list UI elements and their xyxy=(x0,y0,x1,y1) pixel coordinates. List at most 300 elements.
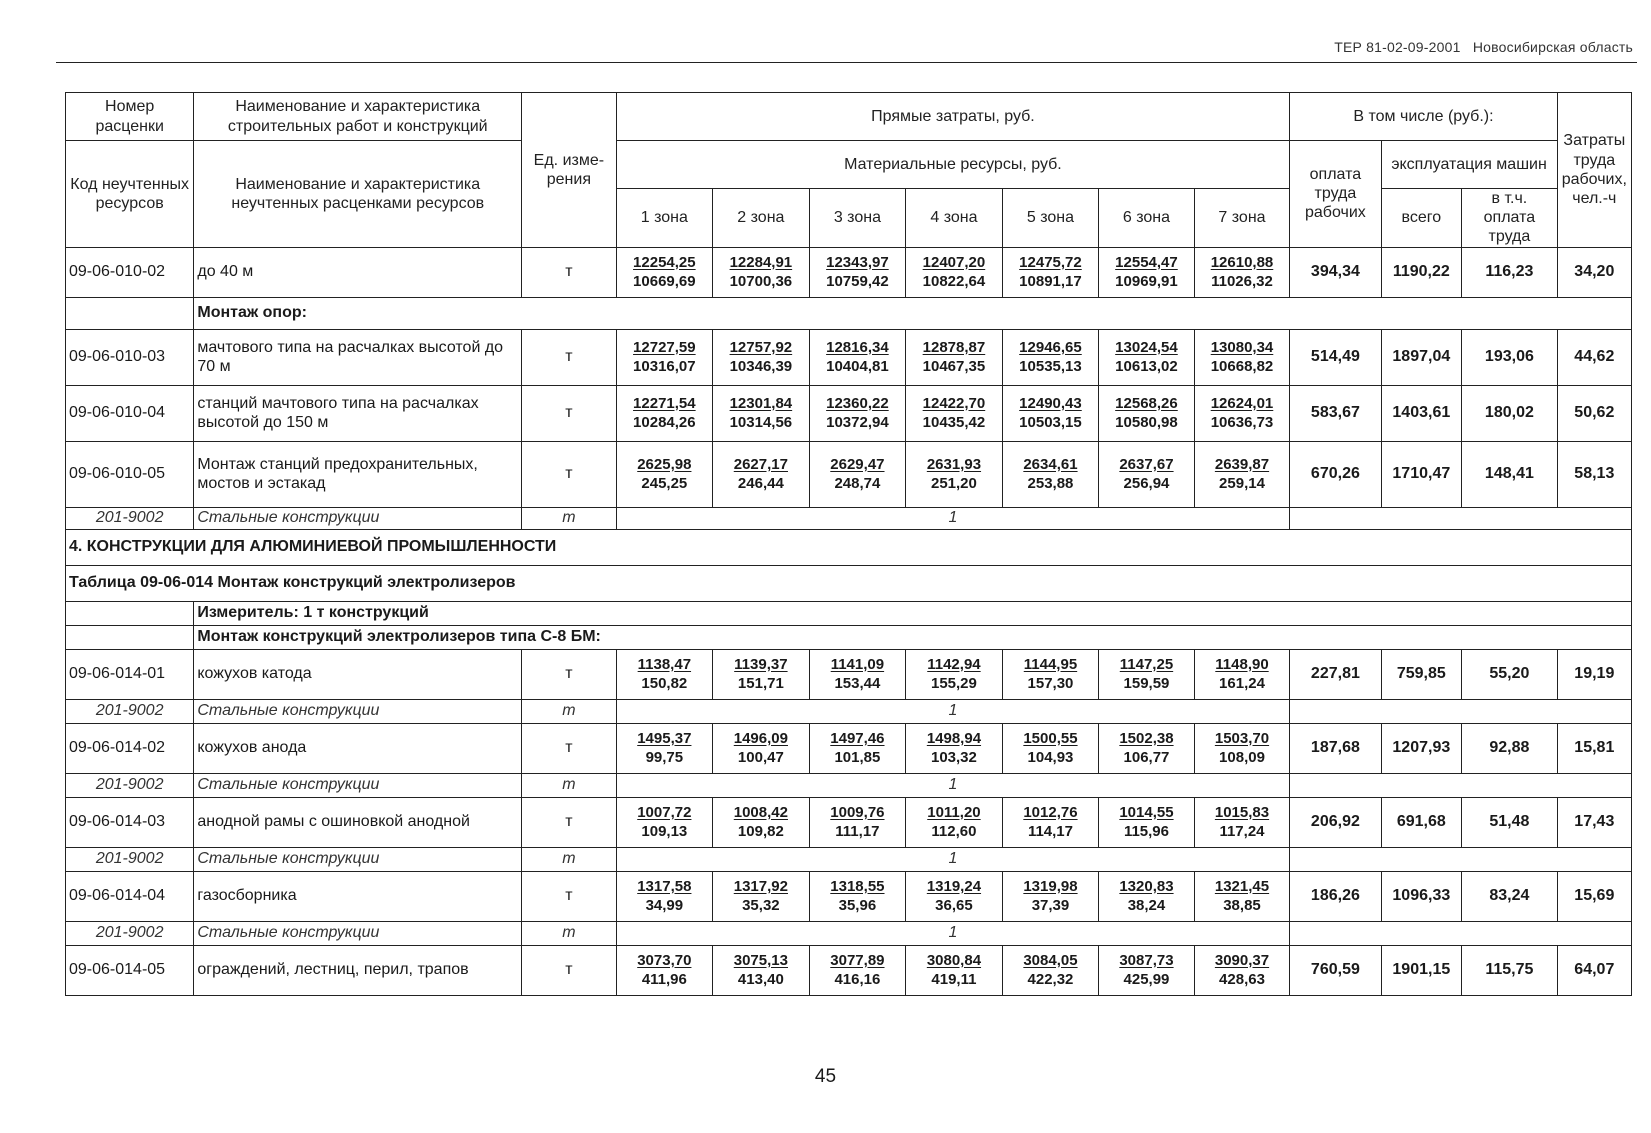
cost-fraction xyxy=(908,951,1000,990)
cost-fraction xyxy=(1197,455,1288,494)
material-cost: 34,99 xyxy=(645,897,684,915)
zone-cost xyxy=(1194,385,1290,441)
direct-cost: 1009,76 xyxy=(830,803,885,821)
cost-fraction xyxy=(1101,951,1191,990)
cost-fraction xyxy=(1101,655,1191,694)
material-cost: 101,85 xyxy=(834,749,881,767)
table-header xyxy=(66,93,1632,248)
zone-cost xyxy=(616,723,713,773)
direct-cost: 1498,94 xyxy=(926,729,982,747)
material-cost: 245,25 xyxy=(641,475,688,493)
material-cost: 10891,17 xyxy=(1019,273,1082,291)
direct-cost: 1318,55 xyxy=(830,877,885,895)
header-unit: Ед. изме-рения xyxy=(522,93,616,248)
resource-row xyxy=(66,921,1632,945)
header-zone-2: 2 зона xyxy=(713,189,810,248)
cost-fraction xyxy=(908,253,1000,292)
unit: т xyxy=(522,247,616,297)
table-row xyxy=(66,945,1632,995)
direct-cost: 1142,94 xyxy=(927,655,981,673)
unit: т xyxy=(522,945,616,995)
material-cost: 10503,15 xyxy=(1019,414,1082,432)
labor-hours: 58,13 xyxy=(1557,441,1631,507)
cost-fraction xyxy=(908,655,1000,694)
zone-cost xyxy=(1099,797,1194,847)
material-cost: 259,14 xyxy=(1219,475,1265,493)
direct-cost: 3077,89 xyxy=(830,951,885,969)
direct-cost: 1317,92 xyxy=(733,877,788,895)
cost-fraction xyxy=(1197,338,1288,377)
zone-cost xyxy=(1099,441,1194,507)
wage-cost: 670,26 xyxy=(1290,441,1381,507)
machine-wage-cost: 180,02 xyxy=(1462,385,1558,441)
cost-fraction xyxy=(812,253,904,292)
resource-qty: 1 xyxy=(616,773,1290,797)
direct-cost: 1497,46 xyxy=(830,729,885,747)
zone-cost xyxy=(1002,797,1099,847)
material-cost: 109,13 xyxy=(641,823,688,841)
zone-cost xyxy=(616,329,713,385)
material-cost: 428,63 xyxy=(1219,971,1265,989)
zone-cost xyxy=(1099,723,1194,773)
direct-cost: 1500,55 xyxy=(1023,729,1078,747)
direct-cost: 1012,76 xyxy=(1023,803,1078,821)
resource-name: Стальные конструкции xyxy=(194,921,522,945)
direct-cost: 1011,20 xyxy=(927,803,981,821)
direct-cost: 3087,73 xyxy=(1119,951,1174,969)
table-body xyxy=(66,247,1632,995)
cost-fraction xyxy=(812,338,904,377)
resource-name: Стальные конструкции xyxy=(194,847,522,871)
direct-cost: 3080,84 xyxy=(926,951,982,969)
rate-code: 09-06-014-02 xyxy=(66,723,194,773)
resource-unit: т xyxy=(522,699,616,723)
material-cost: 115,96 xyxy=(1123,823,1169,841)
empty-cell xyxy=(66,625,194,649)
zone-cost xyxy=(616,945,713,995)
machine-cost: 1897,04 xyxy=(1381,329,1462,385)
unit: т xyxy=(522,871,616,921)
unit: т xyxy=(522,797,616,847)
material-cost: 111,17 xyxy=(835,823,880,841)
material-cost: 251,20 xyxy=(930,475,977,493)
direct-cost: 3073,70 xyxy=(637,951,692,969)
zone-cost xyxy=(1194,871,1290,921)
zone-cost xyxy=(713,871,810,921)
direct-cost: 1503,70 xyxy=(1214,729,1270,747)
group-row xyxy=(66,297,1632,329)
zone-cost xyxy=(906,329,1003,385)
machine-cost: 691,68 xyxy=(1381,797,1462,847)
machine-wage-cost: 51,48 xyxy=(1462,797,1558,847)
cost-fraction xyxy=(1197,253,1288,292)
direct-cost: 12475,72 xyxy=(1019,253,1082,271)
material-cost: 10759,42 xyxy=(826,273,889,291)
cost-fraction xyxy=(1197,655,1288,694)
material-cost: 10467,35 xyxy=(922,358,986,376)
empty-cell xyxy=(66,297,194,329)
header-zone-6: 6 зона xyxy=(1099,189,1194,248)
zone-cost xyxy=(713,247,810,297)
material-cost: 104,93 xyxy=(1027,749,1074,767)
direct-cost: 2639,87 xyxy=(1214,455,1270,473)
group-row xyxy=(66,625,1632,649)
section-row xyxy=(66,529,1632,565)
zone-cost xyxy=(1099,649,1194,699)
cost-fraction xyxy=(908,394,1000,433)
table-row xyxy=(66,871,1632,921)
resource-code: 201-9002 xyxy=(66,773,194,797)
labor-hours: 50,62 xyxy=(1557,385,1631,441)
machine-wage-cost: 148,41 xyxy=(1462,441,1558,507)
cost-fraction xyxy=(1101,394,1191,433)
cost-fraction xyxy=(1005,338,1097,377)
cost-fraction xyxy=(1101,803,1191,842)
material-cost: 114,17 xyxy=(1027,823,1073,841)
direct-cost: 1147,25 xyxy=(1119,655,1174,673)
cost-fraction xyxy=(1005,655,1097,694)
zone-cost xyxy=(1194,441,1290,507)
header-name2: Наименование и характеристика неучтенных расценками ресурсов xyxy=(194,141,522,248)
table-row xyxy=(66,797,1632,847)
table-row xyxy=(66,329,1632,385)
header-machines-wage: в т.ч. оплата труда xyxy=(1462,189,1558,248)
material-cost: 10668,82 xyxy=(1210,358,1274,376)
rate-code: 09-06-014-01 xyxy=(66,649,194,699)
direct-cost: 3075,13 xyxy=(733,951,788,969)
direct-cost: 2629,47 xyxy=(830,455,885,473)
direct-cost: 2625,98 xyxy=(637,455,692,473)
resource-qty: 1 xyxy=(616,699,1290,723)
cost-fraction xyxy=(812,394,904,433)
rate-code: 09-06-010-04 xyxy=(66,385,194,441)
unit: т xyxy=(522,441,616,507)
machine-cost: 1207,93 xyxy=(1381,723,1462,773)
unit: т xyxy=(522,329,616,385)
resource-name: Стальные конструкции xyxy=(194,699,522,723)
table-row xyxy=(66,441,1632,507)
direct-cost: 12554,47 xyxy=(1115,253,1178,271)
empty-cell xyxy=(1290,847,1632,871)
material-cost: 422,32 xyxy=(1027,971,1074,989)
resource-name: Стальные конструкции xyxy=(194,773,522,797)
zone-cost xyxy=(616,797,713,847)
table-row xyxy=(66,247,1632,297)
zone-cost xyxy=(906,247,1003,297)
wage-cost: 187,68 xyxy=(1290,723,1381,773)
zone-cost xyxy=(809,649,906,699)
zone-cost xyxy=(906,649,1003,699)
cost-fraction xyxy=(1005,951,1097,990)
material-cost: 150,82 xyxy=(641,675,688,693)
resource-code: 201-9002 xyxy=(66,699,194,723)
material-cost: 411,96 xyxy=(641,971,687,989)
machine-cost: 1403,61 xyxy=(1381,385,1462,441)
material-cost: 38,24 xyxy=(1127,897,1166,915)
wage-cost: 514,49 xyxy=(1290,329,1381,385)
header-labor: Затраты труда рабочих, чел.-ч xyxy=(1557,93,1631,248)
cost-fraction xyxy=(619,803,711,842)
material-cost: 10822,64 xyxy=(922,273,986,291)
table-title-row xyxy=(66,565,1632,601)
direct-cost: 12624,01 xyxy=(1210,394,1274,412)
cost-fraction xyxy=(619,338,711,377)
resource-qty: 1 xyxy=(616,847,1290,871)
direct-cost: 1319,24 xyxy=(926,877,982,895)
cost-fraction xyxy=(1197,729,1288,768)
machine-cost: 1096,33 xyxy=(1381,871,1462,921)
cost-fraction xyxy=(715,253,807,292)
material-cost: 35,96 xyxy=(838,897,877,915)
cost-fraction xyxy=(1101,455,1191,494)
zone-cost xyxy=(1194,797,1290,847)
zone-cost xyxy=(809,441,906,507)
labor-hours: 34,20 xyxy=(1557,247,1631,297)
cost-fraction xyxy=(715,394,807,433)
wage-cost: 394,34 xyxy=(1290,247,1381,297)
header-num: Номер расценки xyxy=(66,93,194,141)
empty-cell xyxy=(1290,773,1632,797)
zone-cost xyxy=(906,871,1003,921)
material-cost: 413,40 xyxy=(737,971,784,989)
material-cost: 100,47 xyxy=(737,749,784,767)
material-cost: 99,75 xyxy=(645,749,684,767)
direct-cost: 1502,38 xyxy=(1119,729,1174,747)
zone-cost xyxy=(906,797,1003,847)
material-cost: 11026,32 xyxy=(1211,273,1273,291)
rate-code: 09-06-014-05 xyxy=(66,945,194,995)
machine-cost: 1901,15 xyxy=(1381,945,1462,995)
header-wage: оплата труда рабочих xyxy=(1290,141,1381,248)
cost-fraction xyxy=(715,338,807,377)
material-cost: 157,30 xyxy=(1027,675,1074,693)
material-cost: 35,32 xyxy=(742,897,780,915)
cost-fraction xyxy=(812,729,904,768)
resource-row xyxy=(66,699,1632,723)
work-name: газосборника xyxy=(194,871,522,921)
material-cost: 10580,98 xyxy=(1115,414,1178,432)
resource-unit: т xyxy=(522,847,616,871)
header-materials: Материальные ресурсы, руб. xyxy=(616,141,1290,189)
material-cost: 161,24 xyxy=(1219,675,1265,693)
cost-fraction xyxy=(1101,338,1191,377)
zone-cost xyxy=(1002,871,1099,921)
direct-cost: 2637,67 xyxy=(1119,455,1174,473)
machine-wage-cost: 116,23 xyxy=(1462,247,1558,297)
zone-cost xyxy=(1194,329,1290,385)
resource-row xyxy=(66,773,1632,797)
cost-fraction xyxy=(1005,877,1097,916)
zone-cost xyxy=(906,441,1003,507)
zone-cost xyxy=(616,385,713,441)
group-title: Монтаж конструкций электролизеров типа С-8 БМ: xyxy=(194,625,1632,649)
cost-fraction xyxy=(1101,253,1191,292)
direct-cost: 12407,20 xyxy=(922,253,986,271)
zone-cost xyxy=(713,329,810,385)
material-cost: 10372,94 xyxy=(826,414,889,432)
direct-cost: 13080,34 xyxy=(1210,338,1274,356)
material-cost: 153,44 xyxy=(834,675,881,693)
direct-cost: 2631,93 xyxy=(926,455,982,473)
machine-cost: 1190,22 xyxy=(1381,247,1462,297)
header-doc: ТЕР 81-02-09-2001 xyxy=(1334,39,1461,55)
header-name: Наименование и характеристика строительных работ и конструкций xyxy=(194,93,522,141)
material-cost: 155,29 xyxy=(930,675,977,693)
running-header xyxy=(1334,39,1633,55)
rate-code: 09-06-014-04 xyxy=(66,871,194,921)
material-cost: 108,09 xyxy=(1219,749,1265,767)
cost-fraction xyxy=(1101,877,1191,916)
header-zone-4: 4 зона xyxy=(906,189,1003,248)
zone-cost xyxy=(713,649,810,699)
zone-cost xyxy=(809,247,906,297)
cost-fraction xyxy=(812,877,904,916)
direct-cost: 12284,91 xyxy=(729,253,793,271)
cost-fraction xyxy=(1005,455,1097,494)
cost-fraction xyxy=(1101,729,1191,768)
material-cost: 10346,39 xyxy=(729,358,793,376)
unit: т xyxy=(522,723,616,773)
work-name: Монтаж станций предохранительных, мостов и эстакад xyxy=(194,441,522,507)
table-row xyxy=(66,385,1632,441)
machine-cost: 759,85 xyxy=(1381,649,1462,699)
resource-unit: т xyxy=(522,773,616,797)
cost-fraction xyxy=(715,729,807,768)
cost-fraction xyxy=(908,338,1000,377)
labor-hours: 17,43 xyxy=(1557,797,1631,847)
group-title: Измеритель: 1 т конструкций xyxy=(194,601,1632,625)
direct-cost: 1319,98 xyxy=(1023,877,1078,895)
cost-fraction xyxy=(715,455,807,494)
zone-cost xyxy=(1099,385,1194,441)
direct-cost: 1144,95 xyxy=(1023,655,1078,673)
material-cost: 425,99 xyxy=(1123,971,1170,989)
zone-cost xyxy=(713,441,810,507)
direct-cost: 2634,61 xyxy=(1023,455,1078,473)
rate-code: 09-06-010-03 xyxy=(66,329,194,385)
material-cost: 106,77 xyxy=(1123,749,1170,767)
cost-fraction xyxy=(619,394,711,433)
material-cost: 248,74 xyxy=(834,475,881,493)
direct-cost: 1496,09 xyxy=(733,729,788,747)
resource-qty: 1 xyxy=(616,921,1290,945)
zone-cost xyxy=(1099,329,1194,385)
material-cost: 36,65 xyxy=(935,897,973,915)
direct-cost: 12610,88 xyxy=(1210,253,1274,271)
cost-fraction xyxy=(908,803,1000,842)
cost-fraction xyxy=(908,877,1000,916)
direct-cost: 1320,83 xyxy=(1119,877,1174,895)
work-name: кожухов катода xyxy=(194,649,522,699)
direct-cost: 12816,34 xyxy=(826,338,889,356)
work-name: анодной рамы с ошиновкой анодной xyxy=(194,797,522,847)
cost-fraction xyxy=(908,455,1000,494)
zone-cost xyxy=(616,649,713,699)
zone-cost xyxy=(1194,649,1290,699)
material-cost: 37,39 xyxy=(1031,897,1070,915)
zone-cost xyxy=(1194,723,1290,773)
resource-code: 201-9002 xyxy=(66,507,194,529)
machine-wage-cost: 193,06 xyxy=(1462,329,1558,385)
material-cost: 10636,73 xyxy=(1210,414,1274,432)
material-cost: 256,94 xyxy=(1123,475,1170,493)
work-name: ограждений, лестниц, перил, трапов xyxy=(194,945,522,995)
table-title: Таблица 09-06-014 Монтаж конструкций электролизеров xyxy=(66,565,1632,601)
unit: т xyxy=(522,649,616,699)
zone-cost xyxy=(616,441,713,507)
cost-fraction xyxy=(715,877,807,916)
group-row xyxy=(66,601,1632,625)
header-zone-5: 5 зона xyxy=(1002,189,1099,248)
zone-cost xyxy=(1194,247,1290,297)
header-direct-costs: Прямые затраты, руб. xyxy=(616,93,1290,141)
cost-fraction xyxy=(1197,803,1288,842)
zone-cost xyxy=(1099,945,1194,995)
material-cost: 112,60 xyxy=(931,823,977,841)
direct-cost: 2627,17 xyxy=(733,455,788,473)
zone-cost xyxy=(1002,247,1099,297)
cost-fraction xyxy=(1197,394,1288,433)
zone-cost xyxy=(1002,329,1099,385)
direct-cost: 13024,54 xyxy=(1115,338,1178,356)
direct-cost: 12343,97 xyxy=(826,253,889,271)
zone-cost xyxy=(1002,441,1099,507)
zone-cost xyxy=(1099,247,1194,297)
empty-cell xyxy=(1290,921,1632,945)
resource-row xyxy=(66,507,1632,529)
zone-cost xyxy=(809,797,906,847)
direct-cost: 1148,90 xyxy=(1215,655,1269,673)
work-name: мачтового типа на расчалках высотой до 70 м xyxy=(194,329,522,385)
direct-cost: 12301,84 xyxy=(729,394,793,412)
machine-wage-cost: 83,24 xyxy=(1462,871,1558,921)
material-cost: 253,88 xyxy=(1027,475,1074,493)
material-cost: 109,82 xyxy=(737,823,784,841)
material-cost: 10314,56 xyxy=(729,414,793,432)
wage-cost: 227,81 xyxy=(1290,649,1381,699)
direct-cost: 3090,37 xyxy=(1214,951,1270,969)
header-zone-7: 7 зона xyxy=(1194,189,1290,248)
wage-cost: 186,26 xyxy=(1290,871,1381,921)
direct-cost: 1317,58 xyxy=(637,877,692,895)
direct-cost: 12568,26 xyxy=(1115,394,1178,412)
direct-cost: 1138,47 xyxy=(637,655,692,673)
wage-cost: 206,92 xyxy=(1290,797,1381,847)
direct-cost: 1014,55 xyxy=(1119,803,1174,821)
table-row xyxy=(66,723,1632,773)
rate-code: 09-06-010-02 xyxy=(66,247,194,297)
material-cost: 151,71 xyxy=(737,675,784,693)
resource-unit: т xyxy=(522,921,616,945)
empty-cell xyxy=(1290,699,1632,723)
zone-cost xyxy=(1002,385,1099,441)
group-title: Монтаж опор: xyxy=(194,297,1632,329)
zone-cost xyxy=(809,945,906,995)
material-cost: 10404,81 xyxy=(826,358,889,376)
resource-qty: 1 xyxy=(616,507,1290,529)
resource-code: 201-9002 xyxy=(66,921,194,945)
cost-fraction xyxy=(715,655,807,694)
cost-fraction xyxy=(908,729,1000,768)
cost-fraction xyxy=(619,455,711,494)
material-cost: 10284,26 xyxy=(633,414,696,432)
labor-hours: 15,81 xyxy=(1557,723,1631,773)
direct-cost: 12254,25 xyxy=(633,253,696,271)
zone-cost xyxy=(713,797,810,847)
labor-hours: 19,19 xyxy=(1557,649,1631,699)
cost-fraction xyxy=(619,951,711,990)
direct-cost: 1007,72 xyxy=(637,803,692,821)
